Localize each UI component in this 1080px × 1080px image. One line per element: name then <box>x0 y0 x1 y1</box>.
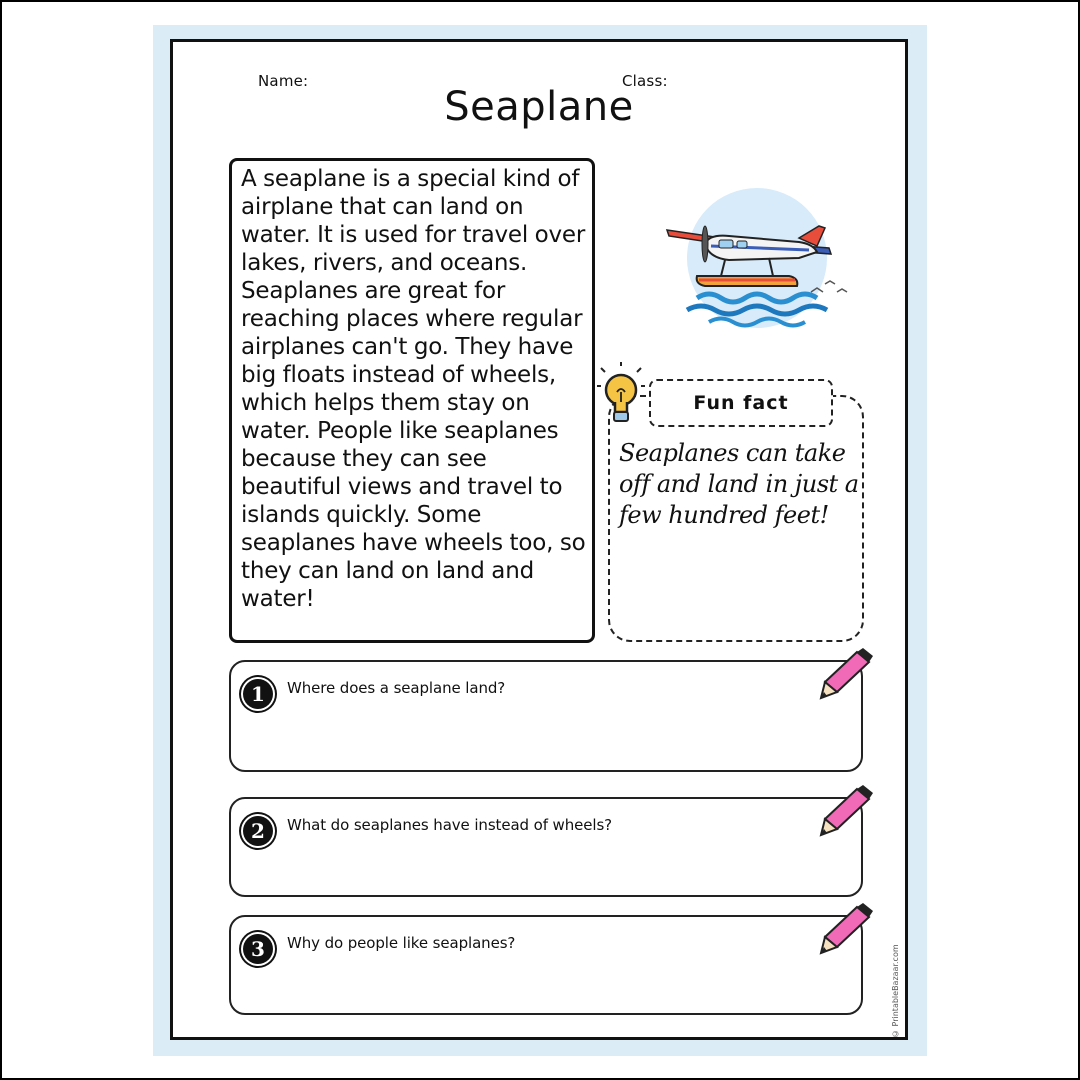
question-text-2: What do seaplanes have instead of wheels? <box>287 816 613 834</box>
pencil-icon <box>817 785 873 837</box>
question-box-2[interactable] <box>229 797 863 897</box>
question-text-1: Where does a seaplane land? <box>287 679 506 697</box>
question-text-3: Why do people like seaplanes? <box>287 934 516 952</box>
question-number-2: 2 <box>243 816 273 846</box>
seaplane-illustration <box>649 180 859 350</box>
worksheet-background <box>153 25 927 1056</box>
fun-fact-text: Seaplanes can take off and land in just a few hundred feet! <box>619 439 859 529</box>
reading-passage-text: A seaplane is a special kind of airplane that can land on water. It is used for travel over lakes, rivers, and oceans. Seaplanes are great for reaching places where regular airplanes can't go. They have big floats instead of wheels, which helps them stay on water. People like seaplanes because they can see beautiful views and travel to islands quickly. Some seaplanes have wheels too, so they can land on land and water! <box>241 166 586 612</box>
question-box-1[interactable] <box>229 660 863 772</box>
class-label: Class: <box>622 72 668 90</box>
question-box-3[interactable] <box>229 915 863 1015</box>
fun-fact-heading: Fun fact <box>649 379 833 427</box>
page-title: Seaplane <box>444 84 634 130</box>
copyright-text: © PrintableBazaar.com <box>891 944 900 1038</box>
question-number-3: 3 <box>243 934 273 964</box>
question-number-1: 1 <box>243 679 273 709</box>
name-label: Name: <box>258 72 309 90</box>
pencil-icon <box>817 648 873 700</box>
reading-passage-box <box>229 158 595 643</box>
worksheet-page <box>170 39 908 1040</box>
lightbulb-icon <box>597 362 645 426</box>
pencil-icon <box>817 903 873 955</box>
